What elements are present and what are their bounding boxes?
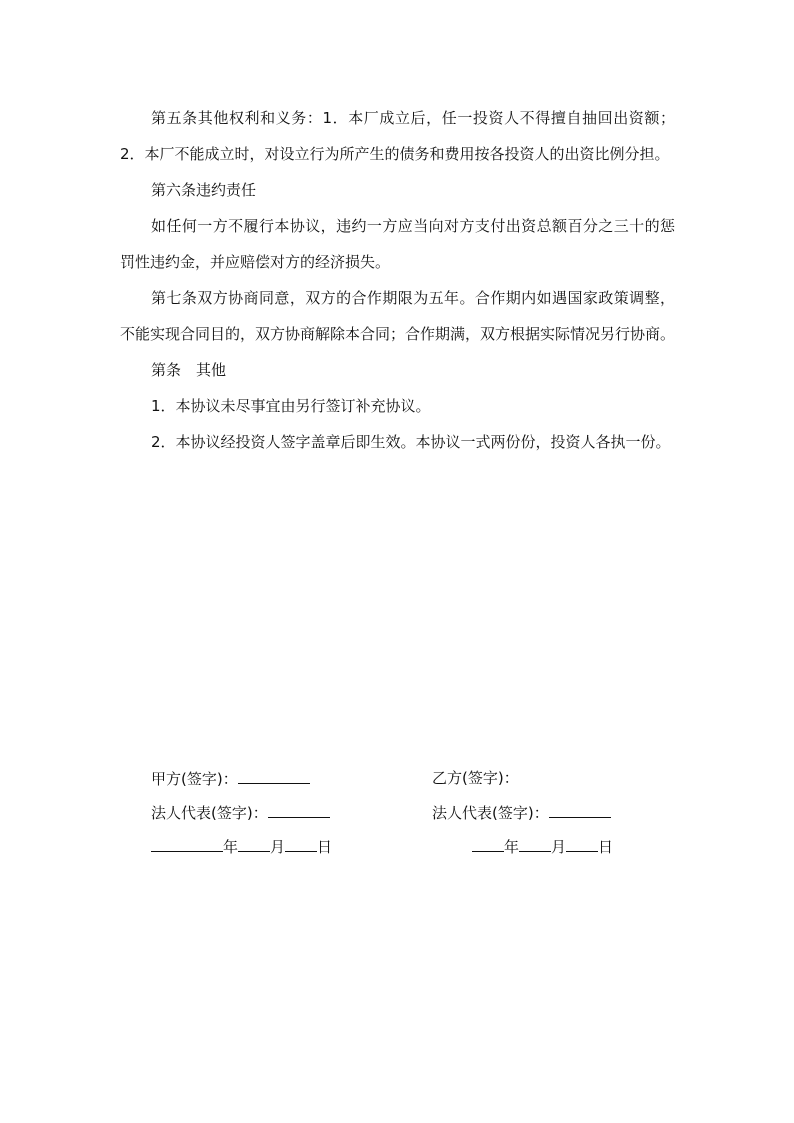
year-blank	[472, 836, 504, 852]
article-5: 第五条其他权利和义务：1．本厂成立后，任一投资人不得擅自抽回出资额；2．本厂不能成立时，对设立行为所产生的债务和费用按各投资人的出资比例分担。	[120, 109, 675, 163]
article-8-item-1: 1．本协议未尽事宜由另行签订补充协议。	[151, 397, 431, 415]
year-label: 年	[223, 838, 239, 856]
month-blank	[238, 836, 270, 852]
day-label: 日	[317, 838, 333, 856]
month-blank	[519, 836, 551, 852]
party-b-date-line	[472, 836, 613, 857]
rep-a-label: 法人代表(签字)：	[151, 804, 268, 822]
party-a-label: 甲方(签字)：	[151, 770, 238, 788]
article-8-title: 第条 其他	[151, 361, 227, 379]
day-blank	[285, 836, 317, 852]
month-label: 月	[551, 838, 567, 856]
rep-a-signature-blank	[268, 802, 330, 818]
rep-a-signature-line	[151, 802, 330, 823]
article-7: 第七条双方协商同意，双方的合作期限为五年。合作期内如遇国家政策调整，不能实现合同目的，双方协商解除本合同；合作期满，双方根据实际情况另行协商。	[120, 289, 676, 343]
day-label: 日	[598, 838, 614, 856]
party-a-date-line	[151, 836, 332, 857]
article-6-title: 第六条违约责任	[151, 181, 257, 199]
rep-b-label: 法人代表(签字)：	[432, 804, 549, 822]
party-b-signature-line	[432, 768, 519, 788]
month-label: 月	[270, 838, 286, 856]
year-blank	[151, 836, 223, 852]
party-a-signature-blank	[238, 768, 310, 784]
party-b-label: 乙方(签字)：	[432, 769, 519, 787]
article-6-body: 如任何一方不履行本协议，违约一方应当向对方支付出资总额百分之三十的惩罚性违约金，并应赔偿对方的经济损失。	[120, 217, 675, 271]
rep-b-signature-line	[432, 802, 611, 823]
rep-b-signature-blank	[549, 802, 611, 818]
party-a-signature-line	[151, 768, 310, 789]
contract-body	[120, 100, 675, 460]
day-blank	[566, 836, 598, 852]
article-8-item-2: 2．本协议经投资人签字盖章后即生效。本协议一式两份份，投资人各执一份。	[151, 433, 671, 451]
year-label: 年	[504, 838, 520, 856]
